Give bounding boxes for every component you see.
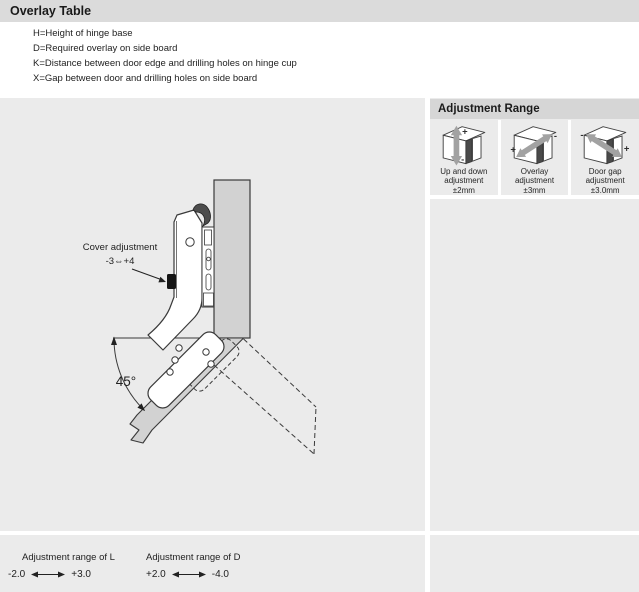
- empty-footer-cell: [430, 535, 639, 592]
- minus-sign: -: [553, 131, 557, 143]
- double-arrow-icon: [30, 570, 66, 579]
- minus-sign: -: [460, 154, 465, 166]
- screw-hole: [172, 357, 178, 363]
- label-line: ±3mm: [523, 185, 546, 195]
- leader-arrowhead: [158, 277, 166, 283]
- adjustment-range-header: [430, 99, 639, 119]
- legend-line-h: H=Height of hinge base: [33, 28, 133, 39]
- double-arrow-icon: [171, 570, 207, 579]
- cover-adjustment-marker: [167, 274, 176, 289]
- hinge-diagram: [0, 98, 425, 531]
- range-d-from: +2.0: [146, 569, 166, 580]
- range-l-label: Adjustment range of L: [22, 552, 115, 563]
- side-board: [214, 180, 250, 338]
- screw-hole: [208, 361, 214, 367]
- label-line: Overlay: [520, 166, 549, 176]
- adjustment-range-panel: [430, 98, 639, 531]
- label-line: Door gap: [588, 166, 622, 176]
- range-l-to: +3.0: [71, 569, 91, 580]
- arrow-head-right: [58, 572, 65, 578]
- range-group-l: [8, 552, 115, 580]
- up-down-adjustment-label: [440, 167, 487, 196]
- screw-hole: [167, 369, 173, 375]
- angle-label: 45°: [115, 374, 137, 389]
- legend: [0, 22, 639, 98]
- adjustment-cell-door-gap: [571, 120, 639, 195]
- hinge-diagram-panel: [0, 98, 425, 531]
- overlay-adjustment-icon: [506, 122, 564, 166]
- door-gap-adjustment-icon: [576, 122, 634, 166]
- screw-hole: [203, 349, 209, 355]
- plus-sign: +: [624, 143, 630, 155]
- panel-separator: [430, 195, 639, 199]
- door-gap-adjustment-label: [586, 167, 625, 196]
- minus-sign: -: [580, 130, 584, 142]
- arrow-head-left: [172, 572, 179, 578]
- overlay-table-title: Overlay Table: [10, 4, 92, 18]
- arrow-head-left: [31, 572, 38, 578]
- arrow-head-right: [199, 572, 206, 578]
- screw-hole: [176, 345, 182, 351]
- plus-sign: +: [461, 126, 468, 138]
- door-edge-strip: [466, 139, 472, 164]
- adjustment-range-title: Adjustment Range: [438, 103, 540, 115]
- range-l-values: [8, 569, 115, 580]
- range-l-from: -2.0: [8, 569, 26, 580]
- range-d-to: -4.0: [211, 569, 229, 580]
- label-line: ±2mm: [452, 185, 475, 195]
- cover-adjustment-leader: [132, 269, 161, 280]
- legend-line-x: X=Gap between door and drilling holes on side board: [33, 73, 258, 84]
- hinge-mounting-plate: [202, 227, 214, 307]
- label-line: Up and down: [440, 166, 488, 176]
- label-line: adjustment: [444, 176, 484, 185]
- arm-hole: [186, 238, 194, 246]
- door-dashed-end: [314, 407, 316, 454]
- legend-line-k: K=Distance between door edge and drilling holes on hinge cup: [33, 58, 297, 69]
- label-line: adjustment: [585, 176, 625, 185]
- adjustment-range-cells: [430, 120, 639, 195]
- adjustment-cell-overlay: [501, 120, 569, 195]
- overlay-table-header: [0, 0, 639, 22]
- cover-adjustment-range: -3⇔+4: [105, 256, 135, 267]
- adjustment-range-footer: [0, 535, 425, 592]
- plus-sign: +: [509, 144, 516, 156]
- range-d-values: [146, 569, 241, 580]
- range-d-label: Adjustment range of D: [146, 552, 241, 563]
- door-face: [472, 136, 481, 161]
- label-line: adjustment: [514, 176, 555, 185]
- label-line: ±3.0mm: [590, 185, 620, 195]
- adjustment-cell-up-down: [430, 120, 498, 195]
- cover-adjustment-label: Cover adjustment: [82, 242, 158, 253]
- vertical-divider: [425, 98, 430, 592]
- range-group-d: [146, 552, 241, 580]
- legend-line-d: D=Required overlay on side board: [33, 43, 178, 54]
- overlay-adjustment-label: [515, 167, 554, 196]
- up-down-adjustment-icon: [435, 122, 493, 166]
- door-dashed-edge: [244, 339, 316, 407]
